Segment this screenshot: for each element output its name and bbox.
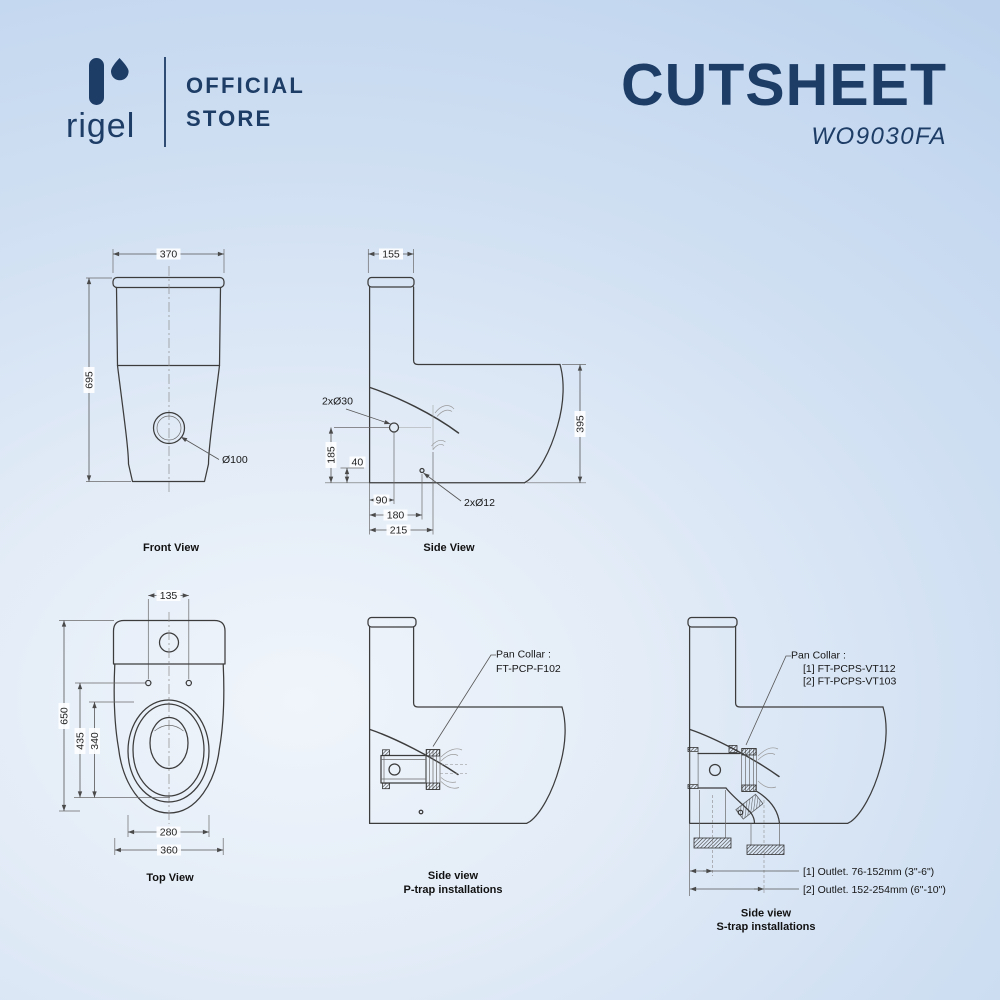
fixing-hole-ptrap xyxy=(419,810,423,814)
brand-wordmark: rigel xyxy=(66,107,136,145)
label-holes-top xyxy=(322,396,391,425)
tank-lid-side xyxy=(368,278,414,288)
side-height-dim: 395 xyxy=(574,415,587,433)
tank-lid-strap xyxy=(688,618,737,628)
tank-lid-ptrap xyxy=(368,618,416,628)
pan-collar-label-strap xyxy=(746,650,897,746)
front-view-drawing xyxy=(84,249,248,555)
outlet1-label: [1] Outlet. 76-152mm (3"-6") xyxy=(803,865,935,878)
top-view-caption: Top View xyxy=(146,872,194,884)
dim-435 xyxy=(75,683,87,798)
strap-caption-line2: S-trap installations xyxy=(716,921,816,933)
strap-pan-collar-code1: [1] FT-PCPS-VT112 xyxy=(803,663,896,675)
fixing-hole-30 xyxy=(390,423,399,432)
dim-outlet2 xyxy=(690,884,946,896)
dim-360 xyxy=(115,845,223,857)
label-drain xyxy=(181,437,248,466)
top-135-dim: 135 xyxy=(159,590,178,603)
ptrap-caption-line2: P-trap installations xyxy=(403,884,503,896)
dim-outlet1 xyxy=(690,866,934,878)
dim-40 xyxy=(341,457,366,483)
dim-180 xyxy=(370,510,422,522)
label-holes-small xyxy=(424,473,496,509)
top-view-drawing xyxy=(59,590,226,884)
strap-pan-collar-title: Pan Collar : xyxy=(791,649,846,662)
pan-collar-assembly-ptrap xyxy=(381,749,467,790)
ptrap-pan-collar-code: FT-PCP-F102 xyxy=(496,663,561,675)
side-depth-dim: 155 xyxy=(382,248,400,261)
top-435-dim: 435 xyxy=(74,732,87,750)
outlet2-label: [2] Outlet. 152-254mm (6"-10") xyxy=(803,883,946,896)
page-title: CUTSHEET xyxy=(621,52,947,118)
top-650-dim: 650 xyxy=(58,707,71,725)
official-line: OFFICIAL xyxy=(186,73,306,98)
side-40-dim: 40 xyxy=(351,456,364,469)
front-height-dim: 695 xyxy=(83,371,96,389)
top-360-dim: 360 xyxy=(160,844,178,857)
side-185-dim: 185 xyxy=(325,446,338,464)
seat-hole-left xyxy=(146,680,151,685)
side-180-dim: 180 xyxy=(386,509,405,522)
fixing-hole-12 xyxy=(420,469,424,473)
holes-small-label: 2xØ12 xyxy=(464,497,495,509)
top-280-dim: 280 xyxy=(159,826,178,839)
drain-diameter-label: Ø100 xyxy=(222,454,248,466)
pan-collar-label-ptrap xyxy=(433,649,561,747)
side-view-drawing xyxy=(322,249,587,555)
dim-650 xyxy=(59,621,71,812)
dim-185 xyxy=(326,428,338,483)
seat-outer xyxy=(128,700,209,802)
front-width-dim: 370 xyxy=(159,248,178,261)
store-line: STORE xyxy=(186,106,273,131)
dim-280 xyxy=(128,827,209,839)
side-215-dim: 215 xyxy=(389,524,408,537)
model-number: WO9030FA xyxy=(811,123,947,150)
dim-395 xyxy=(575,365,587,483)
seat-hole-right xyxy=(186,680,191,685)
dim-340 xyxy=(89,702,101,798)
side-90-dim: 90 xyxy=(375,494,388,507)
dim-155 xyxy=(368,249,413,261)
strap-view-drawing xyxy=(688,618,946,934)
strap-caption-line1: Side view xyxy=(740,907,792,920)
dim-135 xyxy=(148,590,189,602)
holes-top-label: 2xØ30 xyxy=(322,395,353,408)
ptrap-pan-collar-title: Pan Collar : xyxy=(496,648,551,661)
dim-695 xyxy=(84,278,96,482)
side-view-caption: Side View xyxy=(423,542,475,554)
front-view-caption: Front View xyxy=(142,542,200,554)
dim-90 xyxy=(370,495,394,507)
strap-pan-collar-code2: [2] FT-PCPS-VT103 xyxy=(803,675,897,688)
ptrap-caption-line1: Side view xyxy=(427,870,479,882)
tank-lid-front xyxy=(113,278,224,288)
dim-215 xyxy=(370,525,433,537)
dim-370 xyxy=(113,249,224,261)
top-340-dim: 340 xyxy=(89,732,102,750)
ptrap-view-drawing xyxy=(368,618,565,897)
